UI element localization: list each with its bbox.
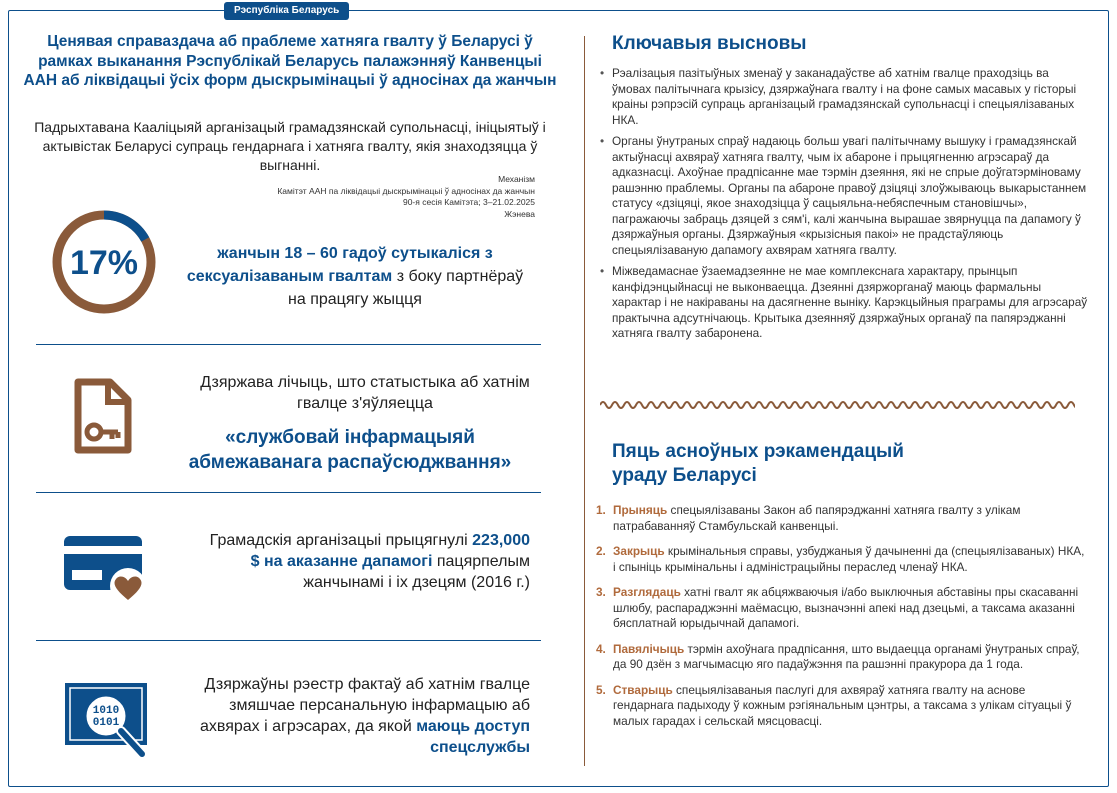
- meta-line: Механізм: [498, 174, 535, 184]
- column-divider: [584, 36, 585, 766]
- card-heart-icon: [60, 532, 152, 604]
- rec-text: спецыялізаваны Закон аб папярэджанні хатняга гвалту з улікам патрабаванняў Стамбульскай канвенцыі.: [613, 503, 1021, 533]
- rec-number: 4.: [596, 641, 606, 656]
- rec-number: 2.: [596, 544, 606, 558]
- conclusions-list: [598, 66, 1088, 348]
- stat-registry-bold: маюць доступ спецслужбы: [416, 718, 530, 756]
- list-item: [596, 642, 1088, 673]
- list-item: [596, 585, 1088, 632]
- meta-line: Камітэт ААН па ліквідацыі дыскрымінацыі ў адносінах да жанчын: [277, 185, 535, 196]
- rec-number: 3.: [596, 585, 606, 599]
- stat-funding-bold: 223,000 $ на аказанне дапамогі: [250, 532, 530, 570]
- rec-number: 1.: [596, 503, 606, 517]
- svg-text:0101: 0101: [92, 717, 120, 729]
- list-item: [596, 503, 1088, 534]
- list-item: [596, 683, 1088, 730]
- list-item: [596, 544, 1088, 575]
- country-tag: Рэспубліка Беларусь: [224, 2, 349, 20]
- rec-verb: Прыняць: [613, 503, 668, 517]
- rec-verb: Павялічыць: [613, 641, 685, 656]
- stat-violence: [180, 242, 530, 311]
- svg-text:1010: 1010: [92, 705, 120, 717]
- recommendations-heading: [612, 440, 904, 488]
- report-title: Ценявая справаздача аб праблеме хатняга гвалту ў Беларусі ў рамках выканання Рэспублікай Беларусь палажэнняў Канвенцыі ААН аб ліквідацыі ўсіх форм дыскрымінацыі ў адносінах да жанчын: [23, 33, 557, 89]
- stat-registry: [170, 674, 530, 758]
- rec-text: тэрмін ахоўнага прадпісання, што выдаецца органамі ўнутраных спраў, да 90 дзён з магчымасцю яго падаўжэння па рашэнні пракурора да 1 года.: [613, 641, 1080, 671]
- list-item: • Органы ўнутраных спраў надаюць больш увагі палітычнаму вышуку і грамадзянскай актыўнасці ахвяраў хатняга гвалту, чым іх абароне і прыцягненню агрэсараў да адказнасці. Ахоўнае прадпісанне мае тэрмін дзеяння, які не спрые доўгатэрміноваму рашэнню праблемы. Органы па абароне правоў дзіцяці злоўжываюць выкарыстаннем статусу «дзіцяці, якое знаходзіцца ў сацыяльна-небяспечным становішчы», пагражаючы забраць дзяцей з сям'і, калі жанчына вырашае звярнуцца па дапамогу ў дзяржаўныя органы. Дзяржаўныя «крызісныя пакоі» не прадстаўляюць спецыялізаваную дапамогу ахвярам хатняга гвалту.: [598, 134, 1088, 258]
- rec-text: хатні гвалт як абцяжваючыя і/або выключныя абставіны пры скасаванні шлюбу, распараджэнні маёмасцю, вызначэнні апекі над дзецьмі, а таксама аказанні бясплатнай юрыдычнай дапамогі.: [613, 585, 1079, 630]
- meta-line: Жэнева: [504, 208, 535, 219]
- stat-statistics-bold: «службовай інфармацыяй абмежаванага распаўсюджвання»: [188, 427, 512, 473]
- list-item: • Міжведамаснае ўзаемадзеянне не мае комплекснага характару, прынцып канфідэнцыйнасці не выконваецца. Дзеянні дзяржорганаў маюць фармальны характар і не накіраваны на дасягненне выніку. Карэкцыйныя праграмы для агрэсараў практычна адсутнічаюць. Крытыка дзеянняў дзяржаўных органаў па папярэджанні хатняга гвалту забаронена.: [598, 264, 1088, 342]
- stat-funding-post: пацярпелым жанчынамі і іх дзецям (2016 г.): [303, 553, 530, 591]
- stat-violence-bold: жанчын 18 – 60 гадоў сутыкаліся з сексуалізаваным гвалтам: [186, 245, 493, 285]
- rec-number: 5.: [596, 682, 606, 697]
- stat-funding: [200, 530, 530, 593]
- conclusions-heading: Ключавыя высновы: [612, 33, 807, 54]
- wavy-divider: [600, 398, 1075, 412]
- ring-chart-icon: [50, 208, 158, 316]
- rec-verb: Разглядаць: [613, 585, 681, 599]
- section-divider: [36, 640, 541, 641]
- recommendations-heading-line1: Пяць асноўных рэкамендацый: [612, 441, 904, 462]
- stat-funding-pre: Грамадскія арганізацыі прыцягнулі: [209, 532, 473, 549]
- report-meta: [175, 174, 535, 220]
- list-item: • Рэалізацыя пазітыўных зменаў у заканадаўстве аб хатнім гвалце праходзіць ва ўмовах палітычнага крызісу, дзяржаўнага гвалту і на фоне самых масавых у гісторыі краіны рэпрэсій супраць арганізацый грамадзянскай супольнасці і спецыялізаваных НКА.: [598, 66, 1088, 128]
- rec-verb: Стварыць: [613, 682, 673, 697]
- rec-verb: Закрыць: [613, 544, 665, 558]
- recommendations-heading-line2: ураду Беларусі: [612, 465, 757, 486]
- section-divider: [36, 492, 541, 493]
- stat-statistics-text: Дзяржава лічыць, што статыстыка аб хатнім гвалце з'яўляецца: [200, 374, 530, 412]
- section-divider: [36, 344, 541, 345]
- report-subtitle: Падрыхтавана Кааліцыяй арганізацый грамадзянскай супольнасці, ініцыятыў і актывістак Беларусі супраць гендарнага і хатняга гвалту, якія знаходзяцца ў выгнанні.: [34, 119, 546, 173]
- stat-registry-pre: Дзяржаўны рэестр фактаў аб хатнім гвалце змяшчае персанальную інфармацыю аб ахвярах і агрэсарах, да якой: [199, 676, 530, 735]
- recommendations-list: [596, 503, 1088, 739]
- data-magnifier-icon: [62, 680, 152, 760]
- stat-violence-rest: з боку партнёраў на працягу жыцця: [288, 268, 524, 308]
- rec-text: крымінальныя справы, узбуджаныя ў дачыненні да (спецыялізаваных) НКА, і спыніць крымінальны і адміністрацыйны пераслед членаў НКА.: [613, 544, 1085, 574]
- percent-label: 17%: [69, 244, 139, 282]
- rec-text: спецыялізаваныя паслугі для ахвяраў хатняга гвалту на аснове гендарнага падыходу ў кожным рэгіянальным цэнтры, а таксама з улікам сітуацыі ў малых гарадах і сельскай мясцовасці.: [613, 682, 1072, 728]
- meta-line: 90-я сесія Камітэта; 3–21.02.2025: [402, 197, 535, 207]
- document-key-icon: [72, 378, 132, 454]
